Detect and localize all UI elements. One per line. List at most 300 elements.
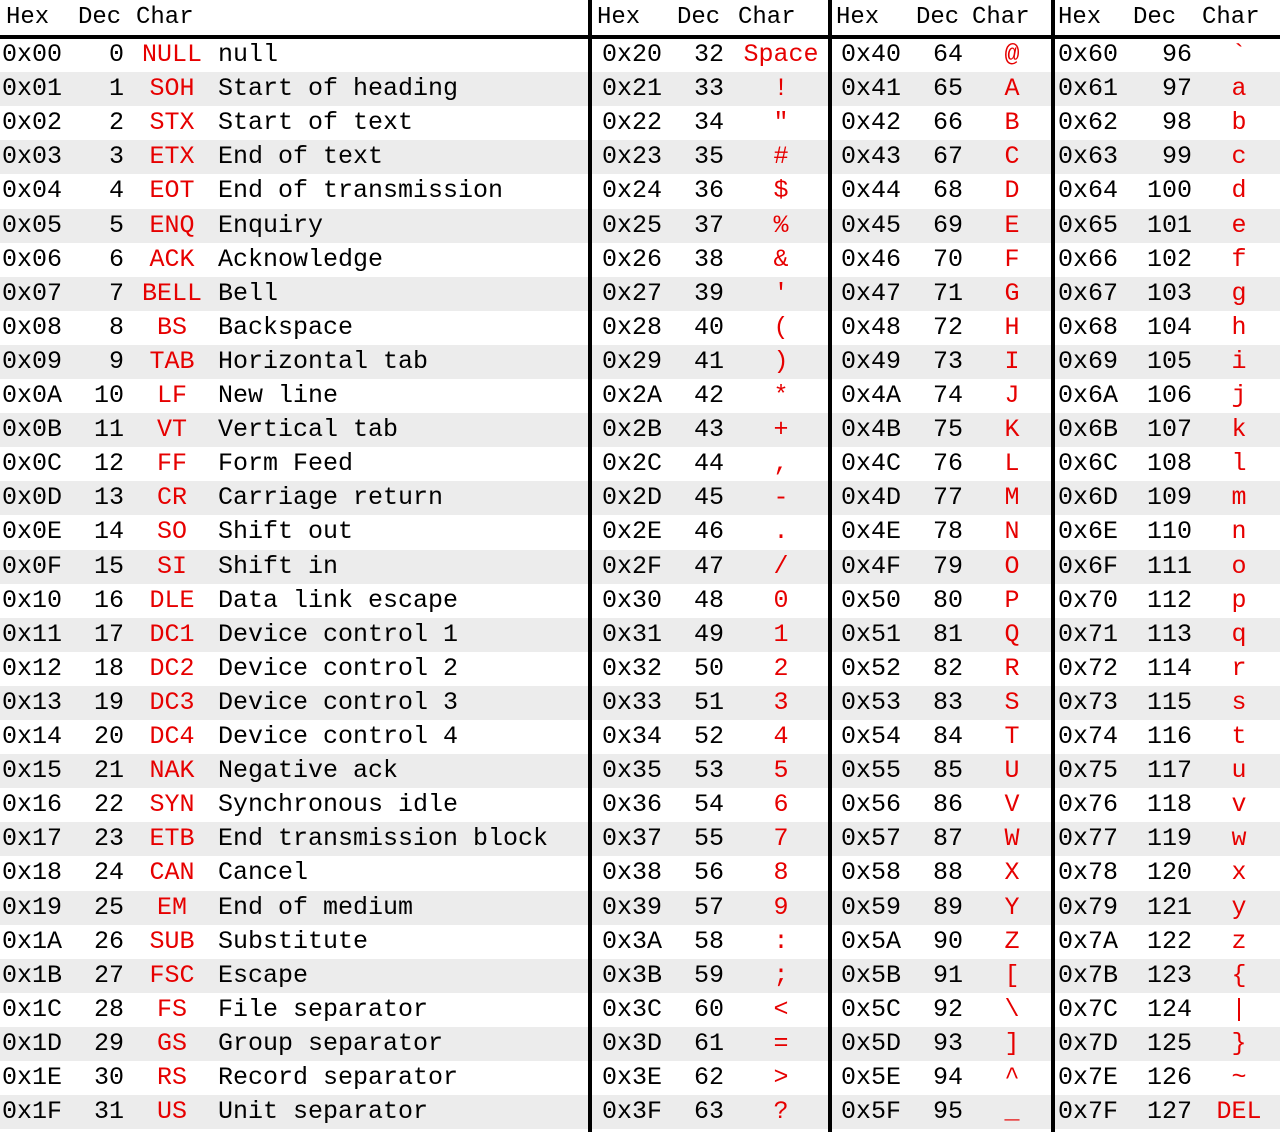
cell-desc: End of text bbox=[218, 142, 384, 172]
cell-char: $ bbox=[773, 176, 789, 206]
cell-hex: 0x6F bbox=[1058, 551, 1119, 581]
cell-dec: 78 bbox=[933, 517, 964, 547]
cell-dec: 112 bbox=[1146, 585, 1192, 615]
cell-dec: 83 bbox=[933, 687, 964, 717]
cell-dec: 101 bbox=[1146, 210, 1192, 240]
cell-dec: 36 bbox=[694, 176, 725, 206]
cell-char: CR bbox=[156, 483, 187, 513]
cell-char: A bbox=[1004, 74, 1020, 104]
header-dec-3: Dec bbox=[916, 4, 960, 31]
cell-char: ! bbox=[773, 74, 789, 104]
cell-hex: 0x55 bbox=[841, 756, 902, 786]
cell-hex: 0x21 bbox=[602, 74, 663, 104]
cell-hex: 0x26 bbox=[602, 244, 663, 274]
cell-dec: 98 bbox=[1161, 108, 1192, 138]
cell-char: NAK bbox=[149, 756, 195, 786]
cell-desc: New line bbox=[218, 381, 339, 410]
cell-hex: 0x2C bbox=[602, 449, 663, 479]
cell-char: l bbox=[1231, 449, 1247, 479]
cell-hex: 0x3A bbox=[602, 926, 663, 956]
cell-dec: 109 bbox=[1146, 483, 1192, 513]
cell-dec: 123 bbox=[1146, 960, 1192, 990]
cell-hex: 0x5D bbox=[841, 1028, 902, 1058]
cell-dec: 82 bbox=[933, 653, 964, 683]
cell-dec: 66 bbox=[933, 108, 964, 138]
cell-char: 4 bbox=[773, 722, 789, 751]
cell-char: P bbox=[1004, 585, 1020, 615]
cell-hex: 0x4E bbox=[841, 517, 902, 547]
cell-char: STX bbox=[149, 108, 195, 138]
cell-char: > bbox=[773, 1063, 789, 1092]
cell-dec: 73 bbox=[933, 346, 964, 376]
cell-hex: 0x59 bbox=[841, 892, 902, 922]
cell-char: Y bbox=[1004, 892, 1020, 922]
cell-hex: 0x44 bbox=[841, 176, 902, 206]
cell-hex: 0x1F bbox=[2, 1097, 63, 1127]
cell-desc: Start of text bbox=[218, 108, 414, 138]
cell-char: % bbox=[773, 210, 789, 240]
header-char-2: Char bbox=[738, 4, 796, 31]
cell-hex: 0x65 bbox=[1058, 210, 1119, 240]
cell-char: FS bbox=[156, 994, 187, 1024]
cell-desc: Device control 1 bbox=[218, 619, 459, 649]
cell-desc: Escape bbox=[218, 960, 309, 990]
cell-hex: 0x04 bbox=[2, 176, 63, 206]
cell-dec: 5 bbox=[108, 210, 124, 240]
cell-char: 5 bbox=[773, 756, 789, 786]
cell-dec: 9 bbox=[108, 346, 124, 376]
cell-char: DLE bbox=[149, 585, 195, 615]
cell-hex: 0x4C bbox=[841, 449, 902, 479]
cell-hex: 0x0A bbox=[2, 381, 63, 410]
cell-char: BELL bbox=[141, 278, 202, 308]
cell-dec: 94 bbox=[933, 1063, 964, 1092]
cell-dec: 49 bbox=[694, 619, 725, 649]
header-hex-1: Hex bbox=[6, 4, 50, 31]
cell-char: FSC bbox=[149, 960, 195, 990]
header-char-1: Char bbox=[136, 4, 194, 31]
cell-hex: 0x45 bbox=[841, 210, 902, 240]
cell-desc: Start of heading bbox=[218, 74, 459, 104]
cell-hex: 0x3C bbox=[602, 994, 663, 1024]
cell-desc: Vertical tab bbox=[218, 415, 399, 445]
cell-dec: 35 bbox=[694, 142, 725, 172]
cell-dec: 11 bbox=[93, 415, 124, 445]
cell-hex: 0x28 bbox=[602, 312, 663, 342]
cell-char: E bbox=[1004, 210, 1020, 240]
cell-char: ETX bbox=[149, 142, 195, 172]
cell-dec: 47 bbox=[694, 551, 725, 581]
cell-char: } bbox=[1231, 1028, 1247, 1058]
cell-char: z bbox=[1231, 926, 1247, 956]
cell-dec: 91 bbox=[933, 960, 964, 990]
cell-dec: 25 bbox=[93, 892, 124, 922]
header-char-4: Char bbox=[1202, 4, 1260, 31]
cell-hex: 0x37 bbox=[602, 824, 663, 854]
cell-hex: 0x7A bbox=[1058, 926, 1119, 956]
cell-hex: 0x2F bbox=[602, 551, 663, 581]
cell-hex: 0x2A bbox=[602, 381, 663, 410]
cell-char: ` bbox=[1231, 40, 1247, 69]
header-hex-3: Hex bbox=[836, 4, 880, 31]
cell-hex: 0x4D bbox=[841, 483, 902, 513]
cell-dec: 110 bbox=[1146, 517, 1192, 547]
cell-hex: 0x50 bbox=[841, 585, 902, 615]
cell-char: q bbox=[1231, 619, 1247, 649]
cell-char: @ bbox=[1004, 40, 1020, 69]
cell-hex: 0x1C bbox=[2, 994, 63, 1024]
cell-dec: 2 bbox=[108, 108, 124, 138]
cell-dec: 21 bbox=[93, 756, 124, 786]
cell-char: 6 bbox=[773, 790, 789, 820]
cell-char: X bbox=[1004, 858, 1020, 888]
cell-hex: 0x48 bbox=[841, 312, 902, 342]
cell-hex: 0x0B bbox=[2, 415, 63, 445]
cell-char: " bbox=[773, 108, 789, 138]
cell-hex: 0x11 bbox=[2, 619, 63, 649]
cell-dec: 105 bbox=[1146, 346, 1192, 376]
cell-char: RS bbox=[156, 1063, 187, 1092]
cell-char: k bbox=[1231, 415, 1247, 445]
cell-char: i bbox=[1231, 346, 1247, 376]
cell-dec: 106 bbox=[1146, 381, 1192, 410]
cell-char: 8 bbox=[773, 858, 789, 888]
cell-dec: 85 bbox=[933, 756, 964, 786]
column-divider-2 bbox=[828, 0, 832, 1132]
cell-dec: 1 bbox=[108, 74, 124, 104]
cell-hex: 0x6C bbox=[1058, 449, 1119, 479]
cell-hex: 0x06 bbox=[2, 244, 63, 274]
cell-char: L bbox=[1004, 449, 1020, 479]
cell-hex: 0x3F bbox=[602, 1097, 663, 1127]
cell-hex: 0x22 bbox=[602, 108, 663, 138]
cell-dec: 0 bbox=[108, 40, 124, 69]
cell-dec: 70 bbox=[933, 244, 964, 274]
cell-hex: 0x68 bbox=[1058, 312, 1119, 342]
cell-hex: 0x12 bbox=[2, 653, 63, 683]
cell-hex: 0x33 bbox=[602, 687, 663, 717]
cell-desc: Shift in bbox=[218, 551, 339, 581]
cell-hex: 0x1B bbox=[2, 960, 63, 990]
cell-char: R bbox=[1004, 653, 1020, 683]
cell-dec: 31 bbox=[93, 1097, 124, 1127]
cell-hex: 0x1D bbox=[2, 1028, 63, 1058]
cell-dec: 88 bbox=[933, 858, 964, 888]
cell-desc: Device control 3 bbox=[218, 687, 459, 717]
cell-hex: 0x6B bbox=[1058, 415, 1119, 445]
cell-dec: 111 bbox=[1146, 551, 1192, 581]
cell-hex: 0x58 bbox=[841, 858, 902, 888]
cell-hex: 0x5E bbox=[841, 1063, 902, 1092]
cell-char: m bbox=[1231, 483, 1247, 513]
cell-dec: 18 bbox=[93, 653, 124, 683]
cell-char: C bbox=[1004, 142, 1020, 172]
cell-dec: 87 bbox=[933, 824, 964, 854]
cell-hex: 0x4A bbox=[841, 381, 902, 410]
cell-dec: 96 bbox=[1161, 40, 1192, 69]
cell-dec: 17 bbox=[93, 619, 124, 649]
cell-char: I bbox=[1004, 346, 1020, 376]
cell-char: SO bbox=[156, 517, 187, 547]
cell-char: { bbox=[1231, 960, 1247, 990]
cell-dec: 56 bbox=[694, 858, 725, 888]
cell-desc: Horizontal tab bbox=[218, 346, 429, 376]
cell-hex: 0x3B bbox=[602, 960, 663, 990]
cell-char: G bbox=[1004, 278, 1020, 308]
cell-dec: 107 bbox=[1146, 415, 1192, 445]
cell-hex: 0x0F bbox=[2, 551, 63, 581]
cell-dec: 63 bbox=[694, 1097, 725, 1127]
cell-hex: 0x02 bbox=[2, 108, 63, 138]
cell-hex: 0x49 bbox=[841, 346, 902, 376]
cell-hex: 0x16 bbox=[2, 790, 63, 820]
cell-char: n bbox=[1231, 517, 1247, 547]
cell-char: / bbox=[773, 551, 789, 581]
cell-dec: 60 bbox=[694, 994, 725, 1024]
cell-desc: End of transmission bbox=[218, 176, 504, 206]
cell-char: g bbox=[1231, 278, 1247, 308]
cell-hex: 0x0C bbox=[2, 449, 63, 479]
cell-dec: 74 bbox=[933, 381, 964, 410]
header-hex-4: Hex bbox=[1058, 4, 1102, 31]
cell-char: U bbox=[1004, 756, 1020, 786]
cell-char: \ bbox=[1004, 994, 1020, 1024]
cell-hex: 0x03 bbox=[2, 142, 63, 172]
cell-desc: Bell bbox=[218, 278, 279, 308]
cell-dec: 126 bbox=[1146, 1063, 1192, 1092]
cell-hex: 0x54 bbox=[841, 722, 902, 751]
header-dec-1: Dec bbox=[78, 4, 122, 31]
cell-hex: 0x41 bbox=[841, 74, 902, 104]
cell-hex: 0x62 bbox=[1058, 108, 1119, 138]
cell-hex: 0x6A bbox=[1058, 381, 1119, 410]
cell-char: p bbox=[1231, 585, 1247, 615]
cell-hex: 0x08 bbox=[2, 312, 63, 342]
cell-char: . bbox=[773, 517, 789, 547]
cell-hex: 0x47 bbox=[841, 278, 902, 308]
cell-hex: 0x3D bbox=[602, 1028, 663, 1058]
cell-char: O bbox=[1004, 551, 1020, 581]
cell-char: < bbox=[773, 994, 789, 1024]
cell-hex: 0x5A bbox=[841, 926, 902, 956]
cell-char: ' bbox=[773, 278, 789, 308]
cell-hex: 0x73 bbox=[1058, 687, 1119, 717]
cell-char: x bbox=[1231, 858, 1247, 888]
cell-char: s bbox=[1231, 687, 1247, 717]
cell-hex: 0x09 bbox=[2, 346, 63, 376]
cell-char: o bbox=[1231, 551, 1247, 581]
cell-desc: Device control 2 bbox=[218, 653, 459, 683]
cell-char: ( bbox=[773, 312, 789, 342]
cell-dec: 81 bbox=[933, 619, 964, 649]
cell-char: DC1 bbox=[149, 619, 195, 649]
cell-dec: 75 bbox=[933, 415, 964, 445]
cell-dec: 92 bbox=[933, 994, 964, 1024]
cell-char: ACK bbox=[149, 244, 195, 274]
cell-hex: 0x25 bbox=[602, 210, 663, 240]
cell-dec: 33 bbox=[694, 74, 725, 104]
cell-desc: Substitute bbox=[218, 926, 369, 956]
cell-char: ] bbox=[1004, 1028, 1020, 1058]
cell-dec: 116 bbox=[1146, 722, 1192, 751]
cell-char: 2 bbox=[773, 653, 789, 683]
cell-char: DEL bbox=[1216, 1097, 1262, 1127]
cell-dec: 13 bbox=[93, 483, 124, 513]
cell-dec: 84 bbox=[933, 722, 964, 751]
cell-dec: 117 bbox=[1146, 756, 1192, 786]
cell-char: r bbox=[1231, 653, 1247, 683]
cell-dec: 93 bbox=[933, 1028, 964, 1058]
cell-hex: 0x39 bbox=[602, 892, 663, 922]
cell-hex: 0x53 bbox=[841, 687, 902, 717]
cell-hex: 0x29 bbox=[602, 346, 663, 376]
cell-dec: 42 bbox=[694, 381, 725, 410]
cell-dec: 80 bbox=[933, 585, 964, 615]
cell-hex: 0x46 bbox=[841, 244, 902, 274]
cell-char: LF bbox=[156, 381, 187, 410]
cell-char: Q bbox=[1004, 619, 1020, 649]
cell-hex: 0x7D bbox=[1058, 1028, 1119, 1058]
cell-dec: 79 bbox=[933, 551, 964, 581]
cell-char: w bbox=[1231, 824, 1247, 854]
cell-hex: 0x30 bbox=[602, 585, 663, 615]
cell-char: d bbox=[1231, 176, 1247, 206]
cell-char: [ bbox=[1004, 960, 1020, 990]
cell-hex: 0x24 bbox=[602, 176, 663, 206]
cell-hex: 0x10 bbox=[2, 585, 63, 615]
cell-hex: 0x7E bbox=[1058, 1063, 1119, 1092]
cell-char: 1 bbox=[773, 619, 789, 649]
cell-desc: Negative ack bbox=[218, 756, 399, 786]
cell-dec: 27 bbox=[93, 960, 124, 990]
cell-hex: 0x35 bbox=[602, 756, 663, 786]
cell-desc: Data link escape bbox=[218, 585, 459, 615]
cell-char: W bbox=[1004, 824, 1020, 854]
cell-dec: 124 bbox=[1146, 994, 1192, 1024]
cell-char: DC3 bbox=[149, 687, 195, 717]
cell-dec: 97 bbox=[1161, 74, 1192, 104]
cell-dec: 16 bbox=[93, 585, 124, 615]
cell-dec: 4 bbox=[108, 176, 124, 206]
cell-dec: 103 bbox=[1146, 278, 1192, 308]
cell-char: GS bbox=[156, 1028, 187, 1058]
cell-dec: 114 bbox=[1146, 653, 1192, 683]
cell-dec: 127 bbox=[1146, 1097, 1192, 1127]
cell-char: N bbox=[1004, 517, 1020, 547]
cell-hex: 0x57 bbox=[841, 824, 902, 854]
cell-dec: 29 bbox=[93, 1028, 124, 1058]
cell-dec: 7 bbox=[108, 278, 124, 308]
cell-desc: Enquiry bbox=[218, 210, 324, 240]
cell-dec: 3 bbox=[108, 142, 124, 172]
header-dec-2: Dec bbox=[677, 4, 721, 31]
cell-hex: 0x00 bbox=[2, 40, 63, 69]
cell-dec: 30 bbox=[93, 1063, 124, 1092]
cell-hex: 0x05 bbox=[2, 210, 63, 240]
cell-hex: 0x01 bbox=[2, 74, 63, 104]
cell-char: ETB bbox=[149, 824, 195, 854]
cell-dec: 71 bbox=[933, 278, 964, 308]
header-rule bbox=[0, 35, 1280, 39]
cell-char: ; bbox=[773, 960, 789, 990]
column-divider-3 bbox=[1051, 0, 1055, 1132]
cell-char: F bbox=[1004, 244, 1020, 274]
cell-dec: 26 bbox=[93, 926, 124, 956]
cell-desc: Group separator bbox=[218, 1028, 444, 1058]
cell-char: _ bbox=[1004, 1097, 1020, 1127]
cell-char: f bbox=[1231, 244, 1247, 274]
cell-hex: 0x17 bbox=[2, 824, 63, 854]
cell-hex: 0x7F bbox=[1058, 1097, 1119, 1127]
cell-char: SYN bbox=[149, 790, 195, 820]
cell-desc: Record separator bbox=[218, 1063, 459, 1092]
cell-hex: 0x69 bbox=[1058, 346, 1119, 376]
cell-dec: 119 bbox=[1146, 824, 1192, 854]
header-hex-2: Hex bbox=[597, 4, 641, 31]
cell-char: Z bbox=[1004, 926, 1020, 956]
cell-desc: Backspace bbox=[218, 312, 354, 342]
cell-char: & bbox=[773, 244, 789, 274]
cell-dec: 55 bbox=[694, 824, 725, 854]
cell-hex: 0x56 bbox=[841, 790, 902, 820]
cell-hex: 0x1A bbox=[2, 926, 63, 956]
cell-hex: 0x78 bbox=[1058, 858, 1119, 888]
cell-char: K bbox=[1004, 415, 1020, 445]
cell-char: J bbox=[1004, 381, 1020, 410]
cell-hex: 0x19 bbox=[2, 892, 63, 922]
cell-char: c bbox=[1231, 142, 1247, 172]
cell-hex: 0x23 bbox=[602, 142, 663, 172]
cell-dec: 14 bbox=[93, 517, 124, 547]
cell-char: ^ bbox=[1004, 1063, 1020, 1092]
cell-hex: 0x5F bbox=[841, 1097, 902, 1127]
cell-hex: 0x74 bbox=[1058, 722, 1119, 751]
cell-dec: 53 bbox=[694, 756, 725, 786]
cell-desc: Device control 4 bbox=[218, 722, 459, 751]
cell-dec: 48 bbox=[694, 585, 725, 615]
cell-dec: 44 bbox=[694, 449, 725, 479]
cell-char: ) bbox=[773, 346, 789, 376]
cell-hex: 0x79 bbox=[1058, 892, 1119, 922]
cell-char: + bbox=[773, 415, 789, 445]
cell-dec: 118 bbox=[1146, 790, 1192, 820]
cell-hex: 0x0D bbox=[2, 483, 63, 513]
cell-hex: 0x14 bbox=[2, 722, 63, 751]
cell-char: US bbox=[156, 1097, 187, 1127]
cell-dec: 38 bbox=[694, 244, 725, 274]
cell-dec: 52 bbox=[694, 722, 725, 751]
cell-hex: 0x70 bbox=[1058, 585, 1119, 615]
cell-char: B bbox=[1004, 108, 1020, 138]
cell-dec: 10 bbox=[93, 381, 124, 410]
cell-hex: 0x34 bbox=[602, 722, 663, 751]
cell-hex: 0x60 bbox=[1058, 40, 1119, 69]
cell-desc: Carriage return bbox=[218, 483, 444, 513]
cell-dec: 95 bbox=[933, 1097, 964, 1127]
cell-dec: 99 bbox=[1161, 142, 1192, 172]
cell-char: y bbox=[1231, 892, 1247, 922]
cell-hex: 0x38 bbox=[602, 858, 663, 888]
cell-char: t bbox=[1231, 722, 1247, 751]
cell-hex: 0x40 bbox=[841, 40, 902, 69]
cell-hex: 0x63 bbox=[1058, 142, 1119, 172]
cell-char: * bbox=[773, 381, 789, 410]
cell-dec: 8 bbox=[108, 312, 124, 342]
cell-dec: 65 bbox=[933, 74, 964, 104]
cell-hex: 0x20 bbox=[602, 40, 663, 69]
cell-char: ENQ bbox=[149, 210, 195, 240]
cell-char: CAN bbox=[149, 858, 195, 888]
